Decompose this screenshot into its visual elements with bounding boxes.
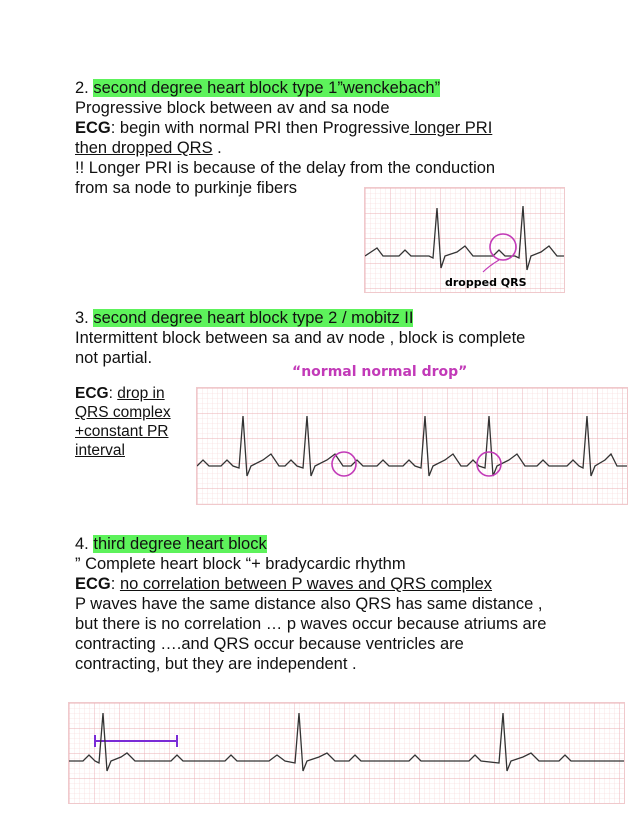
section-title: second degree heart block type 2 / mobitz II [93,309,414,327]
ecg-strip-wenckebach [364,187,565,293]
ecg-line: ECG: no correlation between P waves and QRS complex [75,575,493,593]
ecg-strip-mobitz [196,387,628,505]
ecg-trace-image [197,388,627,504]
ecg-trace-image [365,188,564,292]
dropped-qrs-annotation: dropped QRS [445,276,527,289]
section-2 [75,78,495,198]
description-line: ” Complete heart block “+ bradycardic rhythm [75,555,406,573]
ecg-label: ECG [75,385,109,402]
section-number: 3. [75,309,94,327]
section-4 [75,534,546,674]
section-2-heading [75,78,495,98]
ecg-label: ECG [75,119,111,137]
ecg-trace-image [69,703,624,803]
ecg-strip-third-degree [68,702,625,804]
section-title: third degree heart block [93,535,267,553]
description-line: not partial. [75,349,153,367]
section-3-heading [75,308,525,328]
paragraph-line: P waves have the same distance also QRS has same distance , [75,595,543,613]
paragraph-line: but there is no correlation … p waves occur because atriums are [75,615,547,633]
note-line: from sa node to purkinje fibers [75,179,297,197]
mobitz-annotation: “normal normal drop” [292,364,468,380]
section-3 [75,308,525,368]
section-4-heading [75,534,546,554]
ecg-line-2: then dropped QRS . [75,139,222,157]
ecg-label: ECG [75,575,111,593]
paragraph-line: contracting ….and QRS occur because ventricles are [75,635,464,653]
paragraph-line: contracting, but they are independent . [75,655,357,673]
section-title: second degree heart block type 1”wenckebach” [93,79,441,97]
section-number: 4. [75,535,94,553]
description-line: Intermittent block between sa and av node , block is complete [75,329,526,347]
note-line: !! Longer PRI is because of the delay from the conduction [75,159,496,177]
section-number: 2. [75,79,94,97]
section-3-ecg-note: ECG: drop in QRS complex +constant PR interval [75,385,171,459]
description-line: Progressive block between av and sa node [75,99,390,117]
ecg-line: ECG: begin with normal PRI then Progressive longer PRI [75,119,493,137]
